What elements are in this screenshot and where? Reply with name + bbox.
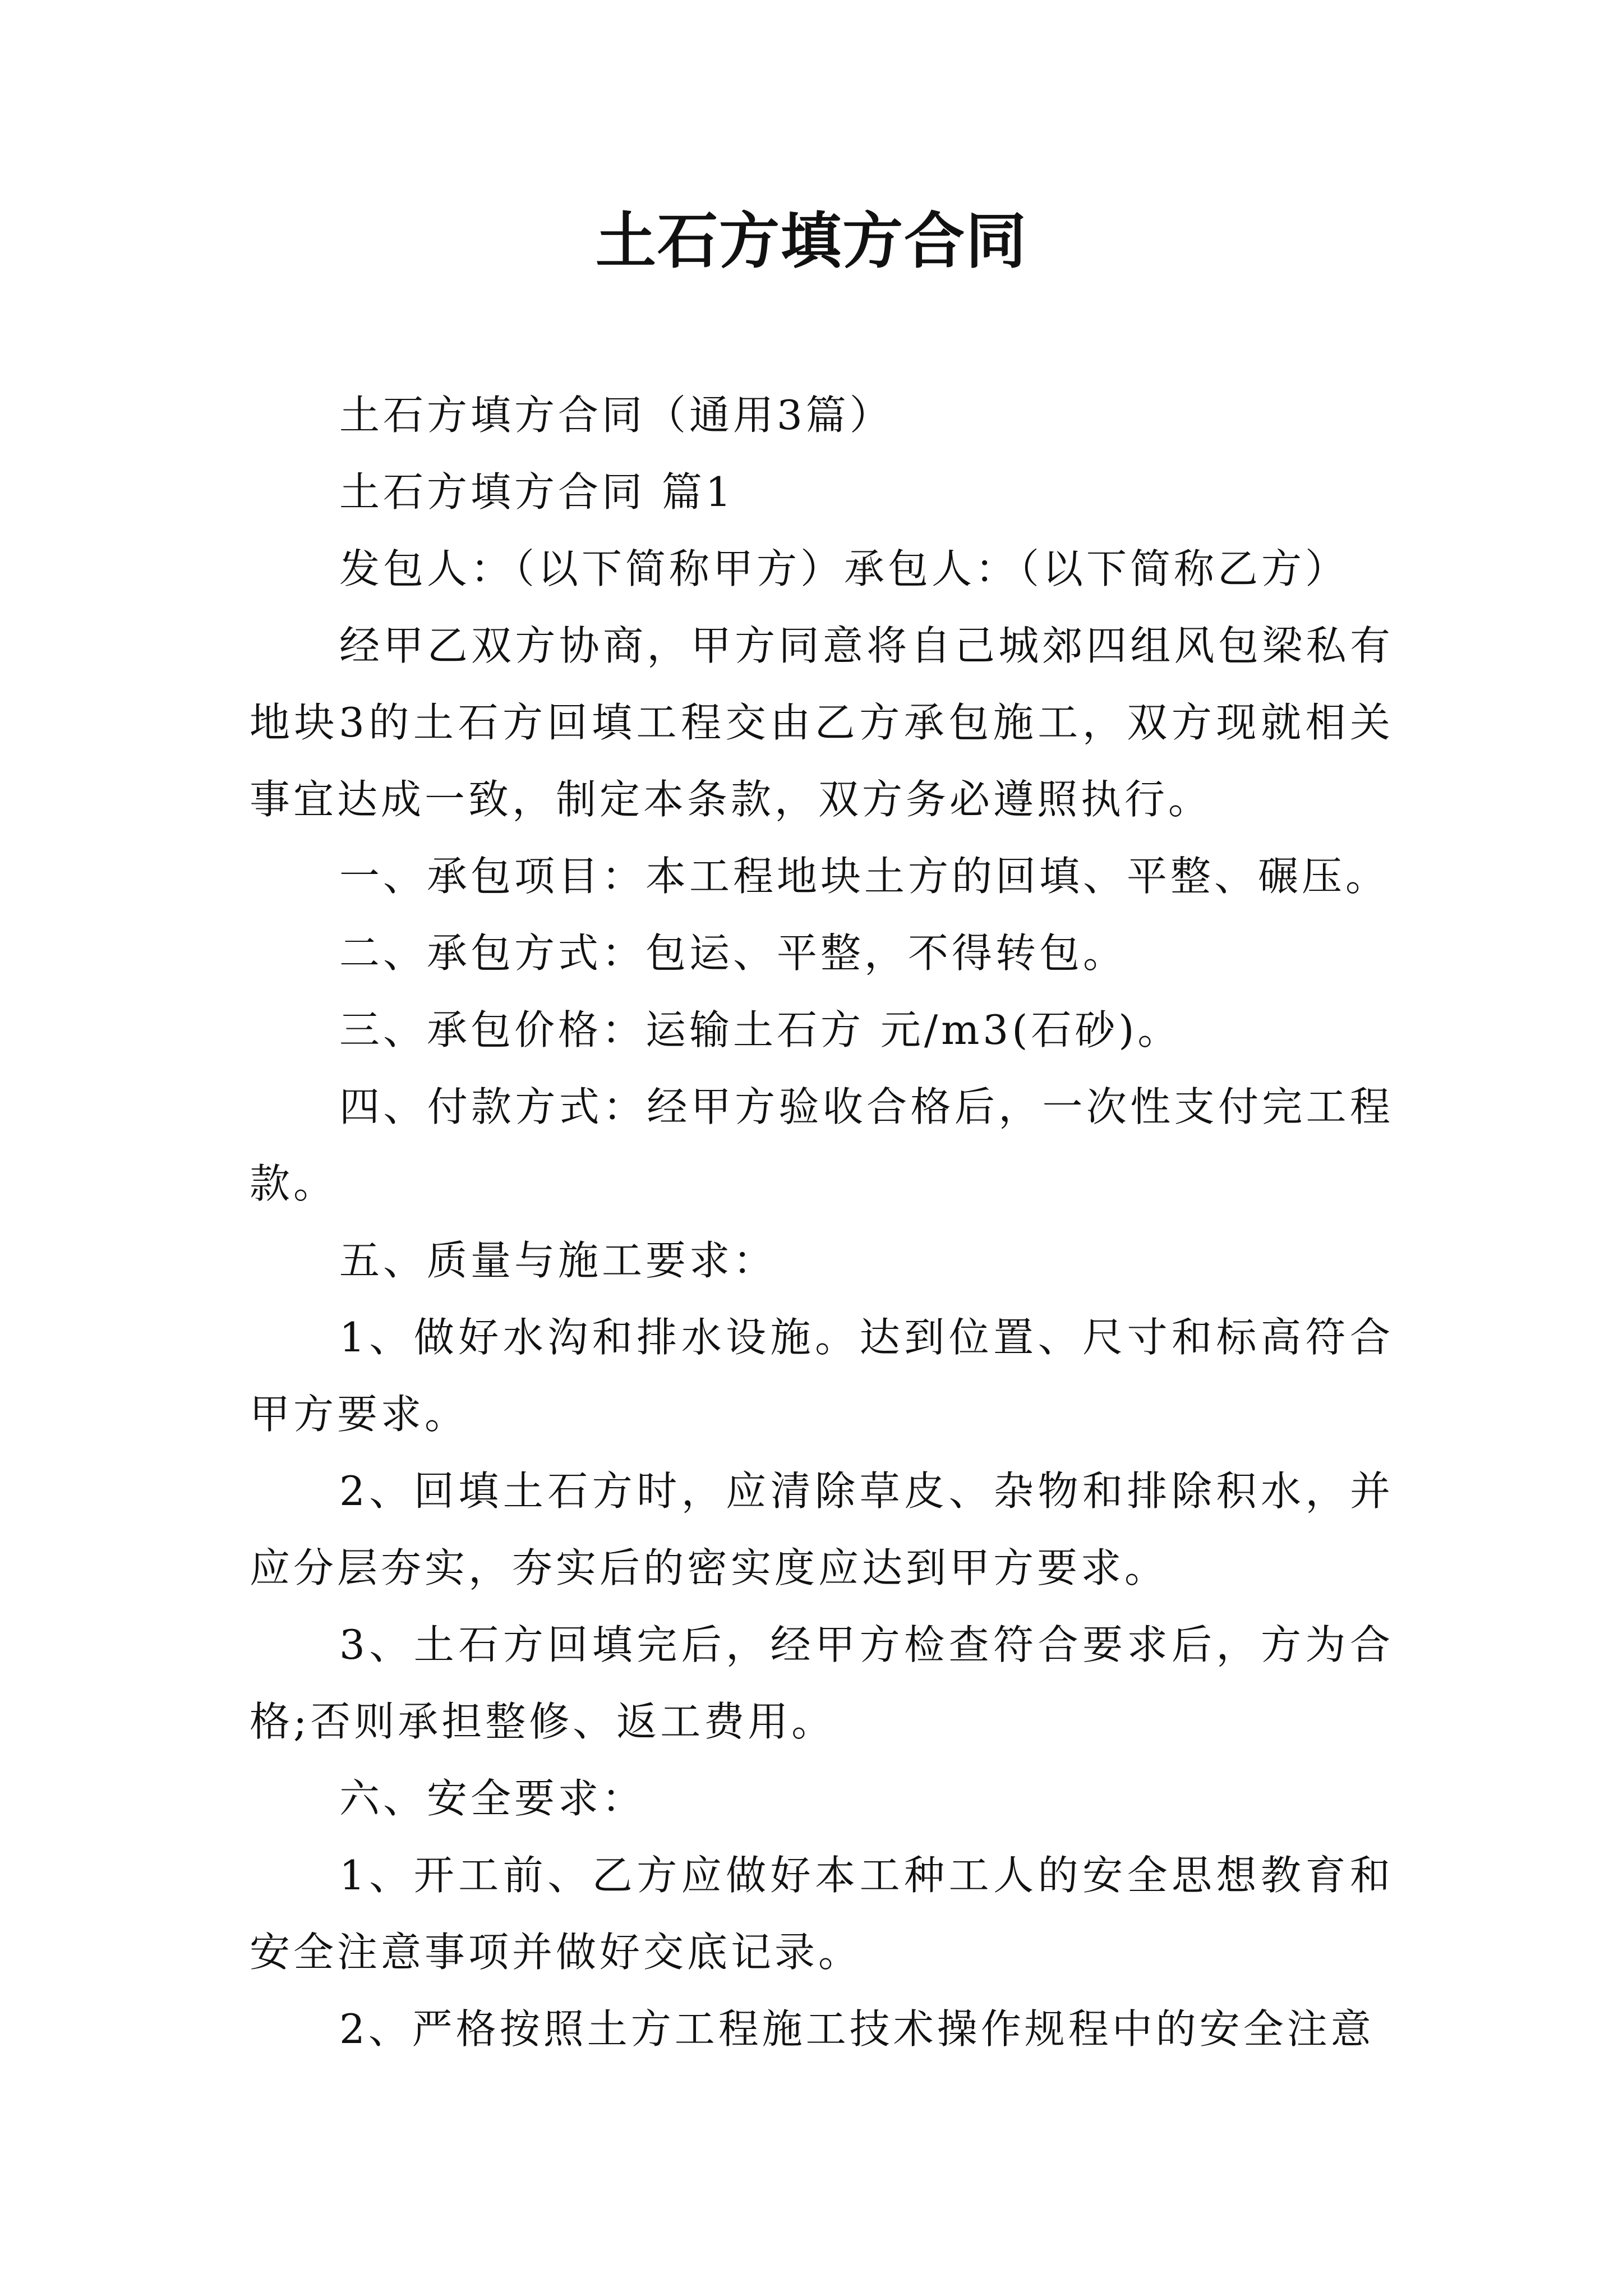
paragraph-quality-item-2: 2、回填土石方时，应清除草皮、杂物和排除积水，并应分层夯实，夯实后的密实度应达到甲方要求。 [250,1467,1394,1591]
paragraph-safety-item-2: 2、严格按照土方工程施工技术操作规程中的安全注意 [339,2005,1375,2053]
paragraph-section-label: 土石方填方合同 篇1 [339,468,735,516]
paragraph-quality-item-1: 1、做好水沟和排水设施。达到位置、尺寸和标高符合甲方要求。 [250,1314,1394,1438]
paragraph-safety-item-1: 1、开工前、乙方应做好本工种工人的安全思想教育和安全注意事项并做好交底记录。 [250,1852,1394,1976]
paragraph-safety-heading: 六、安全要求： [339,1775,646,1822]
paragraph-parties: 发包人：（以下简称甲方）承包人：（以下简称乙方） [339,545,1349,592]
paragraph-quality-heading: 五、质量与施工要求： [339,1237,777,1284]
document-body [250,377,1394,2068]
document-title: 土石方填方合同 [595,206,1027,277]
paragraph-intro: 经甲乙双方协商，甲方同意将自己城郊四组风包梁私有地块3的土石方回填工程交由乙方承包施工，双方现就相关事宜达成一致，制定本条款，双方务必遵照执行。 [250,622,1394,823]
paragraph-contract-method: 二、承包方式：包运、平整，不得转包。 [339,930,1127,977]
paragraph-heading: 土石方填方合同（通用3篇） [339,392,893,439]
paragraph-payment: 四、付款方式：经甲方验收合格后，一次性支付完工程款。 [250,1083,1394,1207]
paragraph-quality-item-3: 3、土石方回填完后，经甲方检查符合要求后，方为合格;否则承担整修、返工费用。 [250,1621,1394,1745]
paragraph-price: 三、承包价格：运输土石方 元/m3(石砂)。 [339,1006,1182,1053]
paragraph-scope: 一、承包项目：本工程地块土方的回填、平整、碾压。 [339,853,1390,900]
